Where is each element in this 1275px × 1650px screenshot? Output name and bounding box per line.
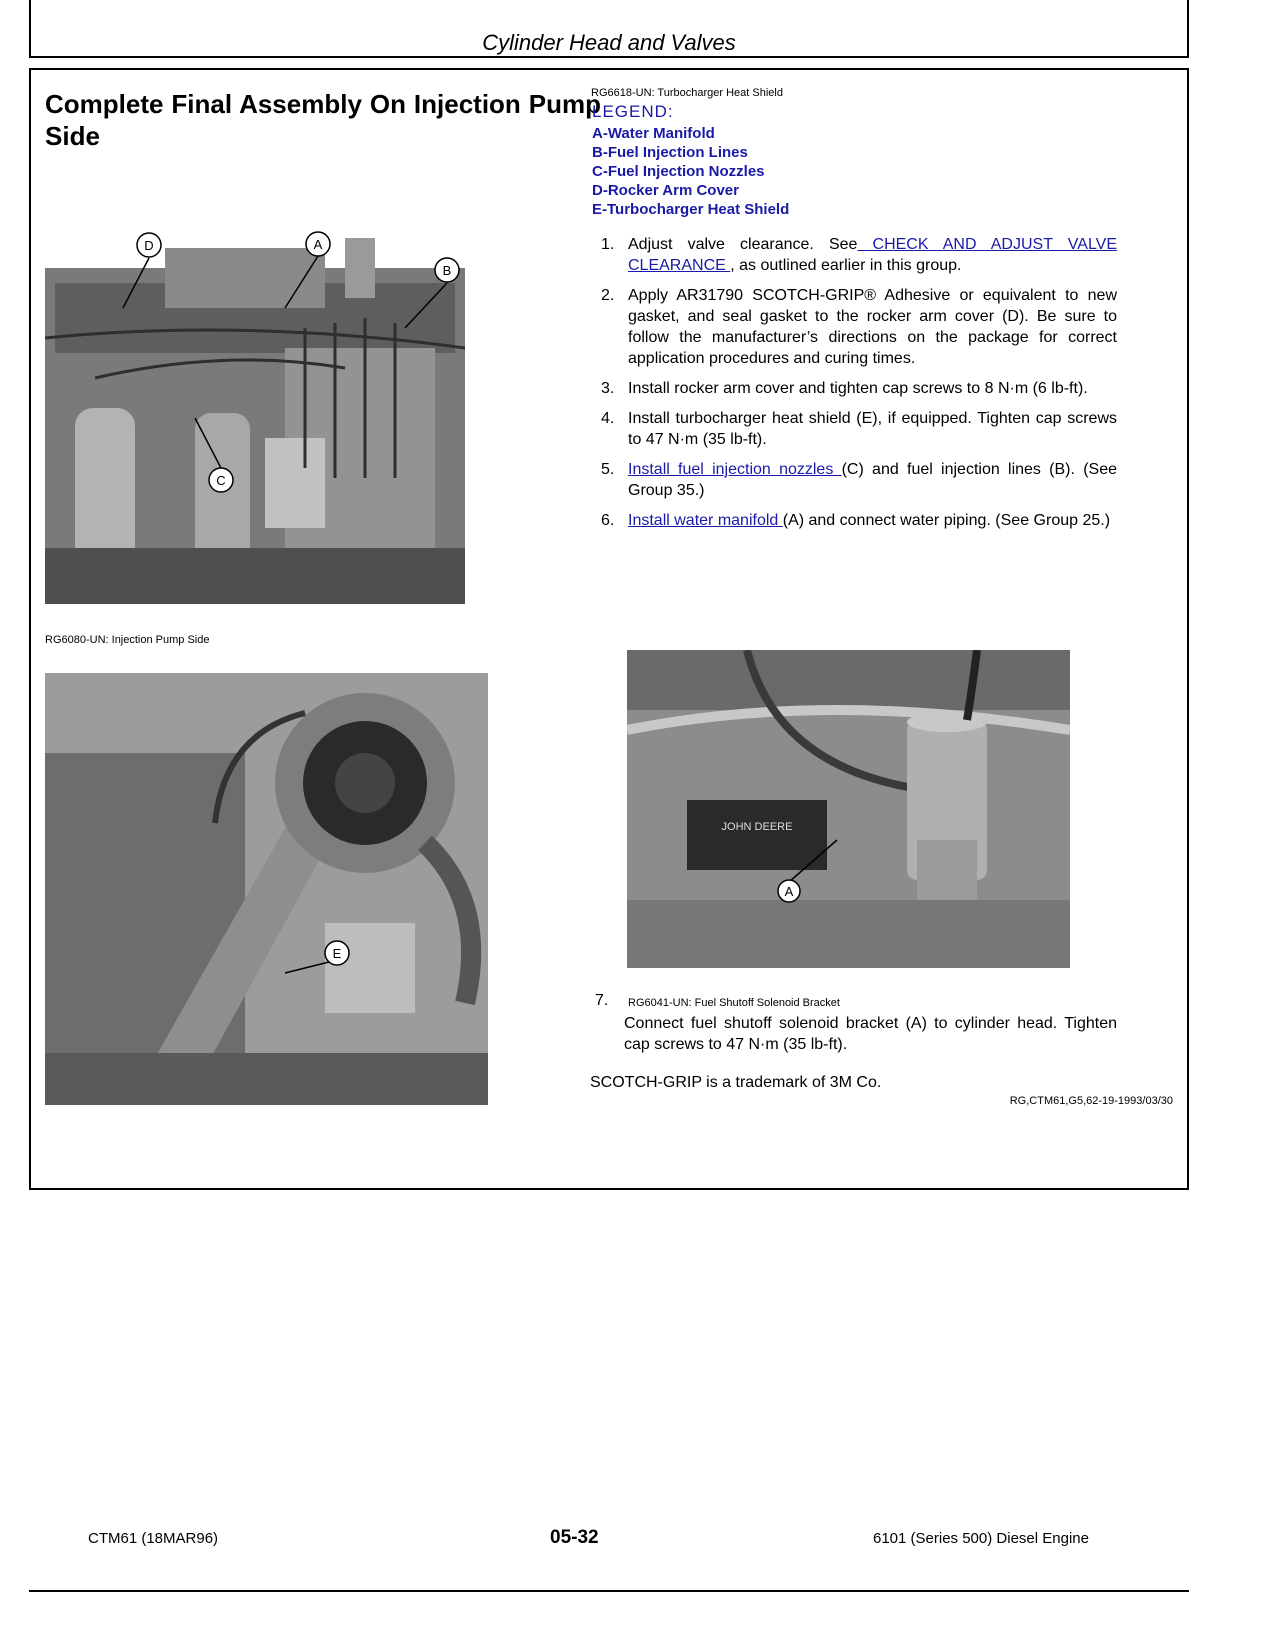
callout-label: C	[216, 473, 226, 488]
step-text	[628, 234, 1117, 276]
step-number: 3.	[601, 380, 615, 397]
steps-list	[593, 234, 1117, 540]
step-text: Install turbocharger heat shield (E), if equipped. Tighten cap screws to 47 N·m (35 lb-ft).	[628, 410, 1117, 448]
callout-label: B	[442, 263, 452, 278]
step-number: 1.	[601, 236, 615, 253]
injection-pump-illustration	[45, 228, 465, 604]
legend-heading: LEGEND:	[592, 102, 674, 121]
footer-engine-title: 6101 (Series 500) Diesel Engine	[873, 1530, 1089, 1547]
callout-label: A	[313, 237, 323, 252]
step7-number: 7.	[595, 992, 609, 1009]
legend-item: A-Water Manifold	[592, 125, 715, 142]
legend-item: B-Fuel Injection Lines	[592, 144, 748, 161]
step7-text: Connect fuel shutoff solenoid bracket (A) to cylinder head. Tighten cap screws to 47 N·m (35 lb-ft).	[624, 1015, 1117, 1053]
footer-rule	[29, 1590, 1189, 1592]
step-item	[593, 378, 1117, 399]
solenoid-bracket-photo	[627, 650, 1070, 968]
turbo-illustration	[45, 673, 488, 1105]
step-number: 2.	[601, 287, 615, 304]
legend-caption: RG6618-UN: Turbocharger Heat Shield	[591, 87, 783, 99]
link-install-fuel-injection-nozzles[interactable]: Install fuel injection nozzles	[628, 461, 842, 478]
step-item	[593, 459, 1117, 501]
link-check-adjust-valve-clearance[interactable]: CHECK AND ADJUST VALVE CLEARANCE	[628, 236, 1117, 274]
nameplate-label: JOHN DEERE	[721, 821, 793, 833]
step-text-part: Adjust valve clearance. See	[628, 236, 858, 253]
page-header	[29, 0, 1189, 58]
step-text-part: , as outlined earlier in this group.	[730, 257, 962, 274]
step-item	[593, 510, 1117, 531]
step7-caption: RG6041-UN: Fuel Shutoff Solenoid Bracket	[628, 997, 840, 1009]
step-number: 6.	[601, 512, 615, 529]
legend-item: E-Turbocharger Heat Shield	[592, 201, 790, 218]
callout-label: E	[332, 946, 342, 961]
step-text: Apply AR31790 SCOTCH-GRIP® Adhesive or equivalent to new gasket, and seal gasket to the rocker arm cover (D). Be sure to follow the manufacturer’s directions on the package for correct application procedures and curing times.	[628, 287, 1117, 367]
step-number: 4.	[601, 410, 615, 427]
footer-page-number: 05-32	[550, 1527, 599, 1548]
injection-pump-photo	[45, 228, 465, 604]
step-text	[628, 459, 1117, 501]
legend	[592, 102, 789, 219]
step-item	[593, 408, 1117, 450]
step-item	[593, 285, 1117, 369]
callout-label: A	[784, 884, 794, 899]
section-title: Complete Final Assembly On Injection Pump Side	[45, 89, 601, 151]
step-text	[628, 510, 1117, 531]
content-box	[29, 68, 1189, 1190]
step-text: Install rocker arm cover and tighten cap screws to 8 N·m (6 lb-ft).	[628, 380, 1088, 397]
callout-label: D	[144, 238, 154, 253]
trademark-note: SCOTCH-GRIP is a trademark of 3M Co.	[590, 1074, 882, 1091]
solenoid-illustration	[627, 650, 1070, 968]
legend-item: D-Rocker Arm Cover	[592, 182, 739, 199]
turbo-heat-shield-photo	[45, 673, 488, 1105]
injection-pump-caption: RG6080-UN: Injection Pump Side	[45, 634, 210, 646]
footer-doc-id: CTM61 (18MAR96)	[88, 1530, 219, 1547]
document-reference: RG,CTM61,G5,62-19-1993/03/30	[1009, 1095, 1173, 1107]
step-text-part: (A) and connect water piping. (See Group 25.)	[782, 512, 1111, 529]
step-item	[593, 234, 1117, 276]
step-number: 5.	[601, 461, 615, 478]
legend-item: C-Fuel Injection Nozzles	[592, 163, 765, 180]
link-install-water-manifold[interactable]: Install water manifold	[628, 512, 783, 529]
header-title: Cylinder Head and Valves	[482, 30, 736, 55]
step-text-part: (C) and fuel injection lines (B). (See Group 35.)	[628, 461, 1117, 499]
